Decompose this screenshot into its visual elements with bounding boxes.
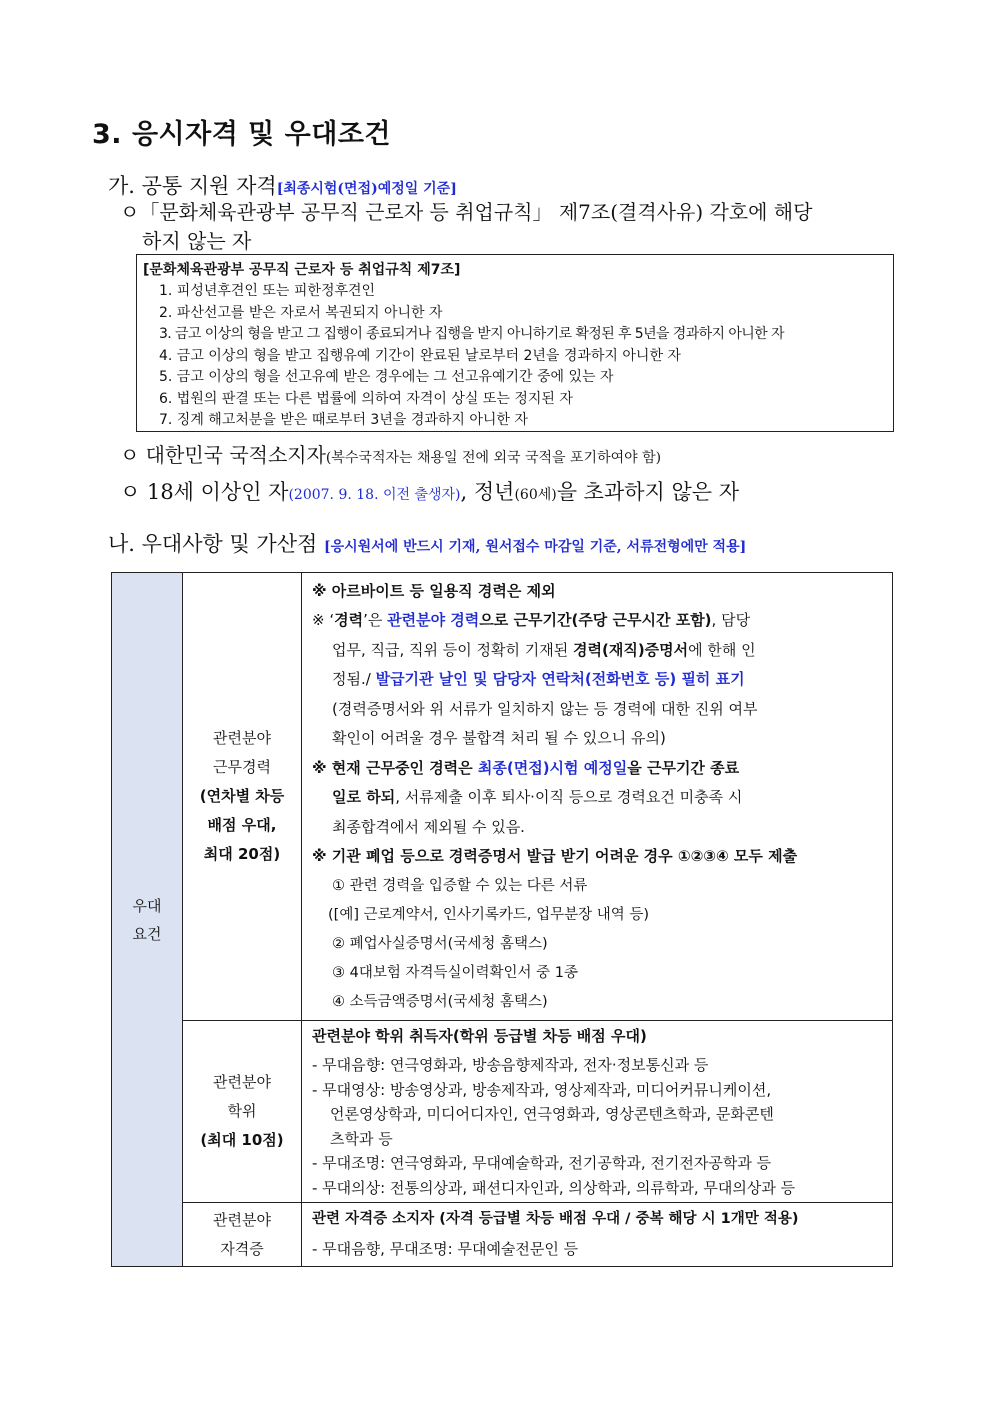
cert-label: 자격증 bbox=[220, 1239, 264, 1258]
career-note1: ※ 아르바이트 등 일용직 경력은 제외 bbox=[312, 581, 556, 600]
table-row bbox=[112, 573, 893, 1021]
career-note3-line1 bbox=[312, 754, 884, 784]
bullet-nationality bbox=[120, 439, 661, 468]
category-cell bbox=[112, 573, 183, 1267]
career-note2-line1 bbox=[312, 606, 884, 636]
career-note2-line5: 확인이 어려울 경우 불합격 처리 될 수 있으니 유의) bbox=[332, 729, 666, 747]
degree-line: - 무대조명: 연극영화과, 무대예술학과, 전기공학과, 전기전자공학과 등 bbox=[312, 1154, 772, 1172]
career-sub-item: ② 폐업사실증명서(국세청 홈택스) bbox=[332, 935, 548, 952]
degree-line: 언론영상학과, 미디어디자인, 연극영화과, 영상콘텐츠학과, 문화콘텐 bbox=[330, 1105, 774, 1123]
career-sub-item: ① 관련 경력을 입증할 수 있는 다른 서류 bbox=[332, 877, 588, 894]
rule-box-title: [문화체육관광부 공무직 근로자 등 취업규칙 제7조] bbox=[143, 262, 461, 278]
text-span: 에 한해 인 bbox=[688, 640, 756, 659]
rule-item: 4. 금고 이상의 형을 받고 집행유예 기간이 완료된 날로부터 2년을 경과하지 아니한 자 bbox=[159, 347, 681, 364]
text-span: ’은 bbox=[363, 611, 388, 629]
bullet1-line1: ㅇ「문화체육관광부 공무직 근로자 등 취업규칙」 제7조(결격사유) 각호에 해당 bbox=[120, 200, 813, 224]
rule-item: 1. 피성년후견인 또는 피한정후견인 bbox=[159, 283, 376, 299]
common-heading-text: 가. 공통 지원 자격 bbox=[108, 174, 277, 198]
career-label-cell bbox=[183, 573, 302, 1021]
bullet3-age: (60세) bbox=[514, 487, 557, 503]
degree-line: 츠학과 등 bbox=[330, 1129, 393, 1148]
career-label-bold: (연차별 차등 bbox=[199, 787, 285, 805]
text-span: ※ ‘ bbox=[312, 611, 335, 629]
preference-heading bbox=[108, 528, 746, 558]
career-note2-line4: (경력증명서와 위 서류가 일치하지 않는 등 경력에 대한 진위 여부 bbox=[332, 699, 758, 718]
cert-label: 관련분야 bbox=[213, 1210, 271, 1229]
text-span: 을 근무기간 종료 bbox=[627, 758, 740, 777]
rule-item: 3. 금고 이상의 형을 받고 그 집행이 종료되거나 집행을 받지 아니하기로 확정된 후 5년을 경과하지 아니한 자 bbox=[159, 326, 784, 342]
cert-line: - 무대음향, 무대조명: 무대예술전문인 등 bbox=[312, 1239, 579, 1258]
career-label-bold: 최대 20점) bbox=[203, 845, 281, 863]
career-label: 관련분야 bbox=[213, 729, 271, 747]
text-span: 관련분야 경력 bbox=[387, 611, 480, 629]
bullet1-line2: 하지 않는 자 bbox=[142, 229, 252, 253]
career-content-cell bbox=[302, 573, 893, 1021]
section-title: 3. 응시자격 및 우대조건 bbox=[92, 119, 391, 150]
career-sub-item: ③ 4대보험 자격득실이력확인서 중 1종 bbox=[332, 964, 578, 981]
career-note3-line3: 최종합격에서 제외될 수 있음. bbox=[332, 817, 525, 836]
career-label-bold: 배점 우대, bbox=[207, 816, 277, 834]
text-span: 경력 bbox=[334, 611, 364, 629]
rule-item: 2. 파산선고를 받은 자로서 복권되지 아니한 자 bbox=[159, 304, 443, 321]
degree-line: - 무대의상: 전통의상과, 패션디자인과, 의상학과, 의류학과, 무대의상과 등 bbox=[312, 1178, 796, 1197]
text-span: 경력(재직)증명서 bbox=[573, 640, 689, 659]
career-sub-item: ④ 소득금액증명서(국세청 홈택스) bbox=[332, 993, 548, 1010]
text-span: 발급기관 날인 및 담당자 연락처(전화번호 등) 필히 표기 bbox=[375, 670, 745, 688]
category-line: 우대 bbox=[132, 896, 162, 915]
degree-title: 관련분야 학위 취득자(학위 등급별 차등 배점 우대) bbox=[312, 1027, 647, 1045]
common-heading-note: [최종시험(면접)예정일 기준] bbox=[276, 181, 457, 197]
cert-label-cell bbox=[183, 1203, 302, 1267]
text-span: 으로 근무기간(주당 근무시간 포함) bbox=[479, 611, 712, 629]
career-note2-line3 bbox=[312, 665, 884, 695]
degree-line: - 무대음향: 연극영화과, 방송음향제작과, 전자·정보통신과 등 bbox=[312, 1056, 709, 1074]
degree-label-cell bbox=[183, 1021, 302, 1203]
table-row bbox=[112, 1021, 893, 1203]
career-label: 근무경력 bbox=[213, 758, 271, 776]
bullet3-date: (2007. 9. 18. 이전 출생자) bbox=[288, 487, 461, 503]
text-span: 정됨./ bbox=[332, 670, 376, 688]
preference-heading-note: [응시원서에 반드시 기재, 원서접수 마감일 기준, 서류전형에만 적용] bbox=[323, 539, 747, 555]
common-qualification-heading bbox=[108, 170, 457, 200]
rule-item: 6. 법원의 판결 또는 다른 법률에 의하여 자격이 상실 또는 정지된 자 bbox=[159, 390, 573, 407]
degree-label: 관련분야 bbox=[213, 1073, 271, 1091]
text-span: , 담당 bbox=[711, 611, 751, 629]
career-sub-item: ([예] 근로계약서, 인사기록카드, 업무분장 내역 등) bbox=[328, 906, 650, 923]
degree-line: - 무대영상: 방송영상과, 방송제작과, 영상제작과, 미디어커뮤니케이션, bbox=[312, 1080, 772, 1099]
table-row bbox=[112, 1203, 893, 1267]
bullet2-main: ㅇ 대한민국 국적소지자 bbox=[120, 443, 326, 467]
cert-content-cell bbox=[302, 1203, 893, 1267]
rule-item: 7. 징계 해고처분을 받은 때로부터 3년을 경과하지 아니한 자 bbox=[159, 412, 528, 428]
degree-label: 학위 bbox=[227, 1102, 257, 1120]
bullet2-note: (복수국적자는 채용일 전에 외국 국적을 포기하여야 함) bbox=[325, 450, 662, 466]
text-span: ※ 현재 근무중인 경력은 bbox=[312, 758, 478, 777]
text-span: 일로 하되 bbox=[332, 788, 396, 806]
text-span: 업무, 직급, 직위 등이 정확히 기재된 bbox=[332, 640, 574, 659]
rule-item: 5. 금고 이상의 형을 선고유예 받은 경우에는 그 선고유예기간 중에 있는 자 bbox=[159, 369, 614, 385]
preference-table bbox=[111, 572, 893, 1267]
degree-content-cell bbox=[302, 1021, 893, 1203]
career-note4: ※ 기관 폐업 등으로 경력증명서 발급 받기 어려운 경우 ①②③④ 모두 제출 bbox=[312, 847, 798, 865]
rule-list bbox=[159, 281, 784, 432]
bullet-employment-rules bbox=[120, 198, 910, 256]
bullet3-a: ㅇ 18세 이상인 자 bbox=[120, 480, 289, 504]
preference-heading-text: 나. 우대사항 및 가산점 bbox=[108, 532, 318, 556]
degree-label-bold: (최대 10점) bbox=[200, 1131, 284, 1149]
rule-box bbox=[136, 254, 894, 432]
bullet3-c: 을 초과하지 않은 자 bbox=[556, 480, 740, 504]
bullet3-b: , 정년 bbox=[460, 480, 515, 504]
text-span: 최종(면접)시험 예정일 bbox=[477, 758, 628, 777]
bullet-age bbox=[120, 476, 739, 506]
category-line: 요건 bbox=[132, 924, 162, 943]
career-note3-line2 bbox=[312, 783, 884, 813]
cert-title: 관련 자격증 소지자 (자격 등급별 차등 배점 우대 / 중복 해당 시 1개만 적용) bbox=[312, 1211, 799, 1227]
career-note2-line2 bbox=[312, 636, 884, 666]
text-span: , 서류제출 이후 퇴사·이직 등으로 경력요건 미충족 시 bbox=[395, 788, 743, 806]
